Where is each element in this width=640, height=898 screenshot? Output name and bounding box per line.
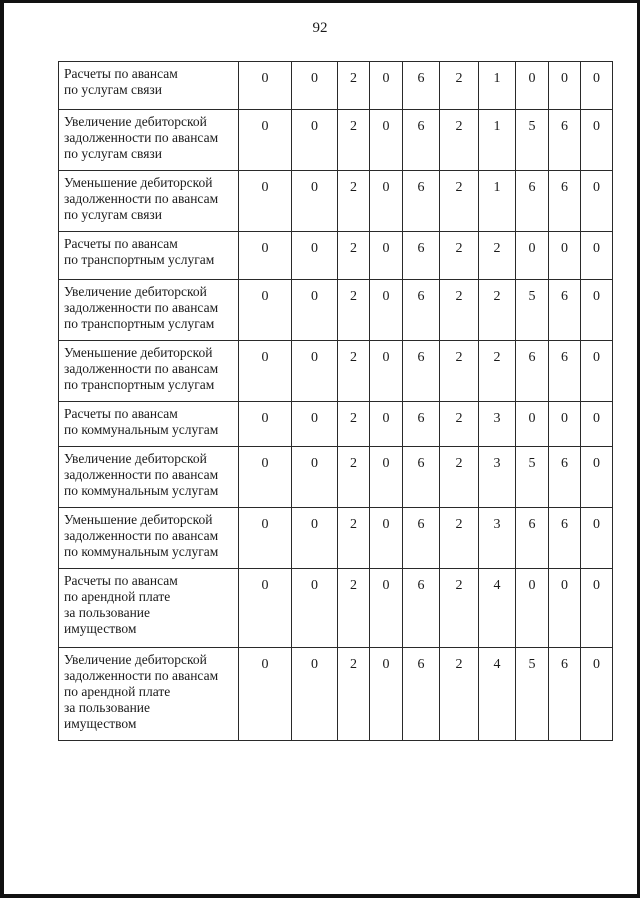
code-digit-cell: 0 — [581, 62, 613, 110]
code-digit-cell: 2 — [440, 648, 479, 741]
code-digit-cell: 1 — [479, 171, 516, 232]
account-name-line: по услугам связи — [64, 207, 162, 222]
code-digit-cell: 6 — [403, 171, 440, 232]
code-digit-cell: 0 — [581, 280, 613, 341]
table-row — [59, 232, 613, 280]
account-name-cell — [59, 280, 239, 341]
account-name-cell — [59, 232, 239, 280]
account-name-line: Увеличение дебиторской — [64, 652, 207, 667]
code-digit-cell: 2 — [338, 62, 370, 110]
account-name-line: Увеличение дебиторской — [64, 114, 207, 129]
code-digit-cell: 0 — [581, 232, 613, 280]
account-name-cell — [59, 569, 239, 648]
code-digit-cell: 0 — [239, 648, 292, 741]
code-digit-cell: 2 — [440, 508, 479, 569]
code-digit-cell: 6 — [403, 648, 440, 741]
code-digit-cell: 6 — [516, 508, 549, 569]
account-name-line: Уменьшение дебиторской — [64, 512, 213, 527]
code-digit-cell: 0 — [239, 171, 292, 232]
code-digit-cell: 0 — [516, 62, 549, 110]
account-name-cell — [59, 648, 239, 741]
code-digit-cell: 6 — [549, 508, 581, 569]
code-digit-cell: 6 — [403, 280, 440, 341]
code-digit-cell: 6 — [549, 171, 581, 232]
account-name-line: Увеличение дебиторской — [64, 451, 207, 466]
code-digit-cell: 0 — [370, 171, 403, 232]
code-digit-cell: 2 — [338, 447, 370, 508]
code-digit-cell: 2 — [440, 232, 479, 280]
code-digit-cell: 0 — [370, 402, 403, 447]
code-digit-cell: 2 — [338, 648, 370, 741]
table-row — [59, 447, 613, 508]
code-digit-cell: 0 — [239, 232, 292, 280]
code-digit-cell: 2 — [338, 110, 370, 171]
code-digit-cell: 6 — [549, 280, 581, 341]
code-digit-cell: 0 — [239, 402, 292, 447]
code-digit-cell: 6 — [403, 62, 440, 110]
account-name-line: задолженности по авансам — [64, 467, 219, 482]
account-name-line: по коммунальным услугам — [64, 544, 219, 559]
code-digit-cell: 3 — [479, 402, 516, 447]
account-name-line: задолженности по авансам — [64, 130, 219, 145]
code-digit-cell: 0 — [549, 62, 581, 110]
code-digit-cell: 2 — [338, 569, 370, 648]
code-digit-cell: 0 — [239, 62, 292, 110]
code-digit-cell: 6 — [516, 341, 549, 402]
account-name-line: по услугам связи — [64, 146, 162, 161]
code-digit-cell: 0 — [581, 569, 613, 648]
code-digit-cell: 5 — [516, 648, 549, 741]
code-digit-cell: 2 — [479, 232, 516, 280]
code-digit-cell: 0 — [292, 280, 338, 341]
table-row — [59, 508, 613, 569]
code-digit-cell: 5 — [516, 280, 549, 341]
account-name-line: Расчеты по авансам — [64, 236, 178, 251]
account-name-line: за пользование — [64, 605, 151, 620]
code-digit-cell: 0 — [292, 508, 338, 569]
account-name-line: задолженности по авансам — [64, 668, 219, 683]
code-digit-cell: 0 — [549, 569, 581, 648]
code-digit-cell: 2 — [338, 341, 370, 402]
account-name-cell — [59, 508, 239, 569]
code-digit-cell: 0 — [292, 171, 338, 232]
account-name-line: по коммунальным услугам — [64, 483, 219, 498]
code-digit-cell: 2 — [338, 508, 370, 569]
code-digit-cell: 6 — [403, 232, 440, 280]
code-digit-cell: 2 — [338, 402, 370, 447]
code-digit-cell: 0 — [581, 171, 613, 232]
account-name-line: по арендной плате — [64, 684, 171, 699]
code-digit-cell: 1 — [479, 62, 516, 110]
code-digit-cell: 0 — [549, 232, 581, 280]
table-row — [59, 569, 613, 648]
account-name-line: задолженности по авансам — [64, 300, 219, 315]
code-digit-cell: 0 — [239, 280, 292, 341]
account-name-line: Увеличение дебиторской — [64, 284, 207, 299]
code-digit-cell: 0 — [581, 447, 613, 508]
account-name-line: по услугам связи — [64, 82, 162, 97]
code-digit-cell: 0 — [549, 402, 581, 447]
code-digit-cell: 0 — [239, 341, 292, 402]
code-digit-cell: 6 — [403, 402, 440, 447]
code-digit-cell: 0 — [292, 62, 338, 110]
code-digit-cell: 1 — [479, 110, 516, 171]
code-digit-cell: 2 — [440, 110, 479, 171]
account-name-line: Уменьшение дебиторской — [64, 345, 213, 360]
code-digit-cell: 0 — [581, 648, 613, 741]
account-name-line: задолженности по авансам — [64, 191, 219, 206]
code-digit-cell: 6 — [403, 569, 440, 648]
account-name-line: Расчеты по авансам — [64, 406, 178, 421]
code-digit-cell: 2 — [440, 171, 479, 232]
code-digit-cell: 2 — [338, 171, 370, 232]
code-digit-cell: 5 — [516, 447, 549, 508]
account-name-line: Расчеты по авансам — [64, 66, 178, 81]
code-digit-cell: 2 — [440, 62, 479, 110]
table-row — [59, 62, 613, 110]
account-name-line: имуществом — [64, 621, 137, 636]
code-digit-cell: 0 — [292, 232, 338, 280]
account-name-cell — [59, 62, 239, 110]
code-digit-cell: 0 — [581, 402, 613, 447]
table-row — [59, 341, 613, 402]
code-digit-cell: 2 — [338, 232, 370, 280]
account-name-cell — [59, 171, 239, 232]
code-digit-cell: 0 — [292, 341, 338, 402]
code-digit-cell: 6 — [516, 171, 549, 232]
account-name-line: за пользование — [64, 700, 151, 715]
code-digit-cell: 0 — [581, 110, 613, 171]
code-digit-cell: 2 — [440, 447, 479, 508]
code-digit-cell: 2 — [440, 280, 479, 341]
account-name-line: по коммунальным услугам — [64, 422, 219, 437]
code-digit-cell: 0 — [239, 447, 292, 508]
code-digit-cell: 6 — [549, 341, 581, 402]
account-name-cell — [59, 110, 239, 171]
table-row — [59, 171, 613, 232]
code-digit-cell: 6 — [549, 648, 581, 741]
code-digit-cell: 0 — [292, 402, 338, 447]
table-row — [59, 402, 613, 447]
code-digit-cell: 0 — [370, 280, 403, 341]
code-digit-cell: 2 — [338, 280, 370, 341]
code-digit-cell: 0 — [239, 569, 292, 648]
code-digit-cell: 2 — [479, 280, 516, 341]
account-name-line: задолженности по авансам — [64, 361, 219, 376]
account-name-line: Расчеты по авансам — [64, 573, 178, 588]
code-digit-cell: 0 — [516, 402, 549, 447]
code-digit-cell: 6 — [403, 110, 440, 171]
account-name-cell — [59, 402, 239, 447]
account-name-cell — [59, 447, 239, 508]
code-digit-cell: 0 — [370, 447, 403, 508]
code-digit-cell: 0 — [292, 447, 338, 508]
account-name-line: Уменьшение дебиторской — [64, 175, 213, 190]
account-name-line: задолженности по авансам — [64, 528, 219, 543]
code-digit-cell: 4 — [479, 648, 516, 741]
code-digit-cell: 0 — [581, 341, 613, 402]
code-digit-cell: 0 — [516, 232, 549, 280]
code-digit-cell: 0 — [239, 508, 292, 569]
code-digit-cell: 0 — [370, 569, 403, 648]
code-digit-cell: 0 — [370, 341, 403, 402]
code-digit-cell: 5 — [516, 110, 549, 171]
code-digit-cell: 6 — [403, 341, 440, 402]
account-name-cell — [59, 341, 239, 402]
code-digit-cell: 3 — [479, 508, 516, 569]
account-code-table — [58, 61, 613, 741]
account-name-line: по транспортным услугам — [64, 316, 215, 331]
code-digit-cell: 3 — [479, 447, 516, 508]
code-digit-cell: 0 — [292, 648, 338, 741]
code-digit-cell: 0 — [370, 232, 403, 280]
code-digit-cell: 6 — [549, 110, 581, 171]
table-row — [59, 110, 613, 171]
code-digit-cell: 6 — [549, 447, 581, 508]
table-row — [59, 648, 613, 741]
code-digit-cell: 2 — [440, 569, 479, 648]
code-digit-cell: 0 — [292, 110, 338, 171]
code-digit-cell: 4 — [479, 569, 516, 648]
code-digit-cell: 2 — [440, 341, 479, 402]
code-digit-cell: 0 — [581, 508, 613, 569]
table-row — [59, 280, 613, 341]
code-digit-cell: 0 — [370, 110, 403, 171]
code-digit-cell: 0 — [516, 569, 549, 648]
code-digit-cell: 0 — [370, 62, 403, 110]
account-name-line: по арендной плате — [64, 589, 171, 604]
account-name-line: по транспортным услугам — [64, 377, 215, 392]
code-digit-cell: 0 — [370, 508, 403, 569]
code-digit-cell: 0 — [292, 569, 338, 648]
code-digit-cell: 6 — [403, 447, 440, 508]
code-digit-cell: 2 — [440, 402, 479, 447]
code-digit-cell: 0 — [239, 110, 292, 171]
code-digit-cell: 6 — [403, 508, 440, 569]
page-number: 92 — [312, 20, 328, 36]
code-digit-cell: 0 — [370, 648, 403, 741]
account-name-line: по транспортным услугам — [64, 252, 215, 267]
code-digit-cell: 2 — [479, 341, 516, 402]
account-name-line: имуществом — [64, 716, 137, 731]
